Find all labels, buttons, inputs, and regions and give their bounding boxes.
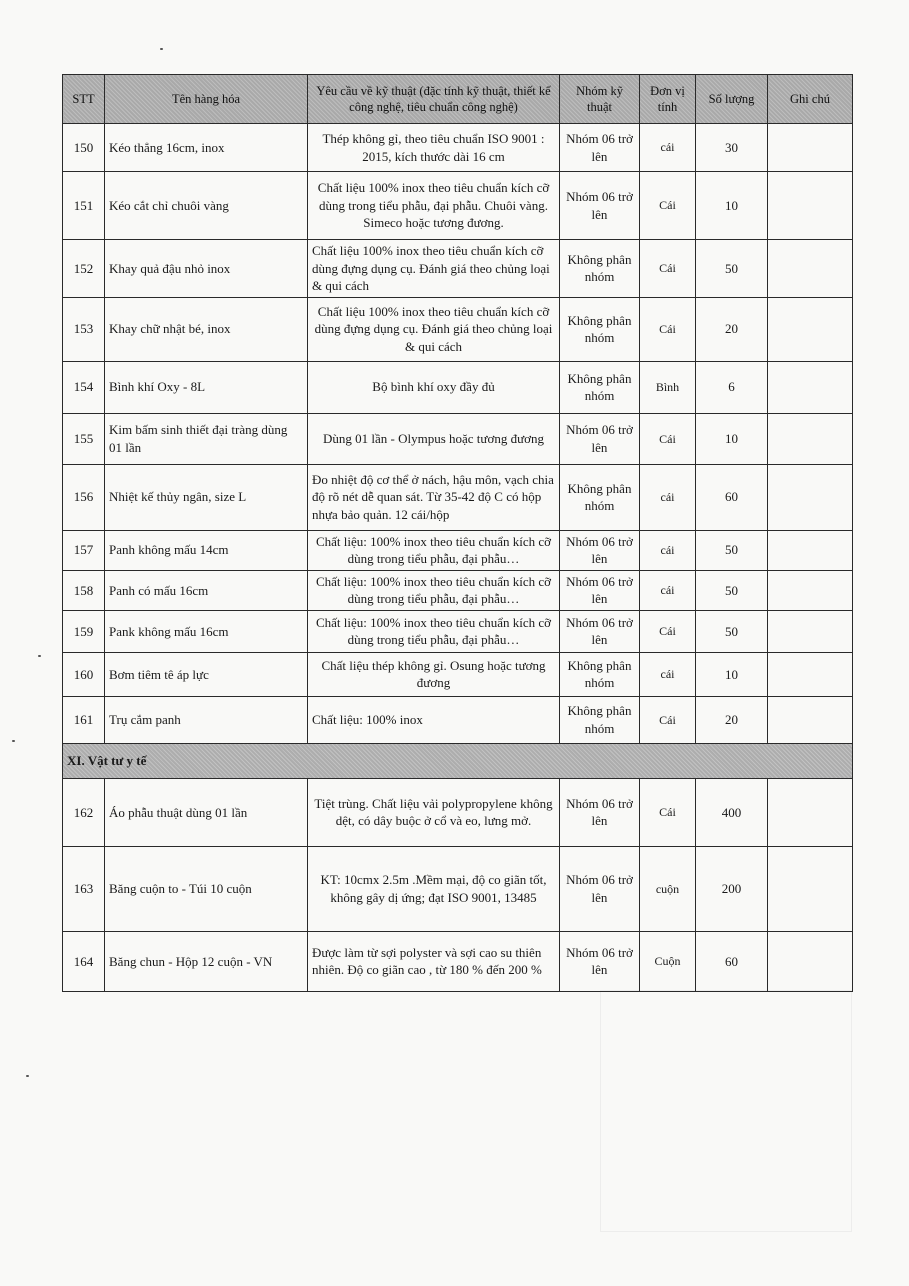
row-number: 158 xyxy=(63,570,105,610)
row-number: 152 xyxy=(63,240,105,298)
item-unit: cái xyxy=(640,530,696,570)
table-row xyxy=(63,530,853,570)
item-note xyxy=(768,931,853,991)
table-row xyxy=(63,696,853,743)
header-qty: Số lượng xyxy=(696,75,768,124)
table-row xyxy=(63,464,853,530)
item-group: Nhóm 06 trở lên xyxy=(560,172,640,240)
item-name: Khay chữ nhật bé, inox xyxy=(105,297,308,361)
table-row xyxy=(63,297,853,361)
item-quantity: 400 xyxy=(696,778,768,846)
item-quantity: 20 xyxy=(696,297,768,361)
item-name: Bình khí Oxy - 8L xyxy=(105,361,308,413)
row-number: 150 xyxy=(63,124,105,172)
item-quantity: 10 xyxy=(696,172,768,240)
row-number: 151 xyxy=(63,172,105,240)
table-row xyxy=(63,931,853,991)
table-row xyxy=(63,240,853,298)
item-name: Bơm tiêm tê áp lực xyxy=(105,652,308,696)
item-group: Nhóm 06 trở lên xyxy=(560,931,640,991)
scan-speck xyxy=(160,48,163,50)
item-group: Không phân nhóm xyxy=(560,361,640,413)
header-stt: STT xyxy=(63,75,105,124)
item-group: Nhóm 06 trở lên xyxy=(560,413,640,464)
item-unit: Cái xyxy=(640,696,696,743)
item-note xyxy=(768,361,853,413)
item-unit: cái xyxy=(640,464,696,530)
item-unit: Bình xyxy=(640,361,696,413)
item-name: Khay quả đậu nhỏ inox xyxy=(105,240,308,298)
item-group: Không phân nhóm xyxy=(560,696,640,743)
item-group: Nhóm 06 trở lên xyxy=(560,530,640,570)
item-name: Panh không mấu 14cm xyxy=(105,530,308,570)
item-spec: Được làm từ sợi polyster và sợi cao su thiên nhiên. Độ co giãn cao , từ 180 % đến 200 % xyxy=(308,931,560,991)
item-note xyxy=(768,464,853,530)
table-row xyxy=(63,610,853,652)
item-unit: Cái xyxy=(640,413,696,464)
item-quantity: 50 xyxy=(696,610,768,652)
header-name: Tên hàng hóa xyxy=(105,75,308,124)
row-number: 160 xyxy=(63,652,105,696)
item-quantity: 50 xyxy=(696,570,768,610)
header-spec: Yêu cầu về kỹ thuật (đặc tính kỹ thuật, thiết kế công nghệ, tiêu chuẩn công nghệ) xyxy=(308,75,560,124)
row-number: 164 xyxy=(63,931,105,991)
table-row xyxy=(63,652,853,696)
item-unit: Cái xyxy=(640,778,696,846)
item-spec: KT: 10cmx 2.5m .Mềm mại, độ co giãn tốt, không gây dị ứng; đạt ISO 9001, 13485 xyxy=(308,846,560,931)
section-row-group xyxy=(63,743,853,778)
item-quantity: 10 xyxy=(696,413,768,464)
item-group: Nhóm 06 trở lên xyxy=(560,124,640,172)
item-quantity: 60 xyxy=(696,931,768,991)
item-note xyxy=(768,570,853,610)
item-quantity: 10 xyxy=(696,652,768,696)
item-unit: cuộn xyxy=(640,846,696,931)
item-unit: Cái xyxy=(640,172,696,240)
item-note xyxy=(768,172,853,240)
item-unit: cái xyxy=(640,124,696,172)
item-spec: Chất liệu 100% inox theo tiêu chuẩn kích cỡ dùng đựng dụng cụ. Đánh giá theo chủng loại & qui cách xyxy=(308,297,560,361)
scan-speck xyxy=(12,740,15,742)
table-row xyxy=(63,778,853,846)
item-note xyxy=(768,124,853,172)
item-note xyxy=(768,297,853,361)
item-name: Băng chun - Hộp 12 cuộn - VN xyxy=(105,931,308,991)
item-group: Không phân nhóm xyxy=(560,464,640,530)
item-spec: Chất liệu: 100% inox xyxy=(308,696,560,743)
item-group: Không phân nhóm xyxy=(560,652,640,696)
table-row xyxy=(63,846,853,931)
item-name: Kim bấm sinh thiết đại tràng dùng 01 lần xyxy=(105,413,308,464)
item-name: Kéo thẳng 16cm, inox xyxy=(105,124,308,172)
section-row xyxy=(63,743,853,778)
table-row xyxy=(63,172,853,240)
item-group: Không phân nhóm xyxy=(560,297,640,361)
table-row xyxy=(63,570,853,610)
table-body-part-1 xyxy=(63,124,853,744)
equipment-spec-table xyxy=(62,74,853,992)
table-row xyxy=(63,124,853,172)
item-name: Băng cuộn to - Túi 10 cuộn xyxy=(105,846,308,931)
item-spec: Chất liệu 100% inox theo tiêu chuẩn kích cỡ dùng đựng dụng cụ. Đánh giá theo chủng loại & qui cách xyxy=(308,240,560,298)
item-quantity: 30 xyxy=(696,124,768,172)
row-number: 154 xyxy=(63,361,105,413)
item-note xyxy=(768,652,853,696)
header-group: Nhóm kỹ thuật xyxy=(560,75,640,124)
table-header xyxy=(63,75,853,124)
header-note: Ghi chú xyxy=(768,75,853,124)
item-group: Nhóm 06 trở lên xyxy=(560,778,640,846)
row-number: 159 xyxy=(63,610,105,652)
item-name: Panh có mấu 16cm xyxy=(105,570,308,610)
row-number: 153 xyxy=(63,297,105,361)
scan-speck xyxy=(38,655,41,657)
item-group: Nhóm 06 trở lên xyxy=(560,570,640,610)
item-unit: Cái xyxy=(640,240,696,298)
section-title: XI. Vật tư y tế xyxy=(63,743,853,778)
item-spec: Bộ bình khí oxy đầy đủ xyxy=(308,361,560,413)
item-name: Trụ cắm panh xyxy=(105,696,308,743)
row-number: 161 xyxy=(63,696,105,743)
item-spec: Dùng 01 lần - Olympus hoặc tương đương xyxy=(308,413,560,464)
item-note xyxy=(768,610,853,652)
item-spec: Chất liệu 100% inox theo tiêu chuẩn kích cỡ dùng trong tiểu phẫu, đại phẫu. Chuôi vàng. Simeco hoặc tương đương. xyxy=(308,172,560,240)
item-note xyxy=(768,846,853,931)
scan-speck xyxy=(26,1075,29,1077)
bleed-through-shadow xyxy=(600,990,852,1232)
item-group: Nhóm 06 trở lên xyxy=(560,610,640,652)
item-quantity: 200 xyxy=(696,846,768,931)
item-spec: Thép không gỉ, theo tiêu chuẩn ISO 9001 : 2015, kích thước dài 16 cm xyxy=(308,124,560,172)
item-group: Nhóm 06 trở lên xyxy=(560,846,640,931)
item-spec: Chất liệu: 100% inox theo tiêu chuẩn kích cỡ dùng trong tiểu phẫu, đại phẫu… xyxy=(308,610,560,652)
item-unit: cái xyxy=(640,652,696,696)
item-unit: Cuộn xyxy=(640,931,696,991)
item-quantity: 50 xyxy=(696,240,768,298)
header-unit: Đơn vị tính xyxy=(640,75,696,124)
item-spec: Chất liệu: 100% inox theo tiêu chuẩn kích cỡ dùng trong tiểu phẫu, đại phẫu… xyxy=(308,530,560,570)
item-spec: Đo nhiệt độ cơ thể ở nách, hậu môn, vạch chia độ rõ nét dễ quan sát. Từ 35-42 độ C có hộp nhựa bảo quản. 12 cái/hộp xyxy=(308,464,560,530)
table-row xyxy=(63,413,853,464)
item-unit: Cái xyxy=(640,297,696,361)
item-group: Không phân nhóm xyxy=(560,240,640,298)
row-number: 163 xyxy=(63,846,105,931)
item-spec: Chất liệu thép không gỉ. Osung hoặc tương đương xyxy=(308,652,560,696)
item-name: Áo phẫu thuật dùng 01 lần xyxy=(105,778,308,846)
item-note xyxy=(768,778,853,846)
item-unit: Cái xyxy=(640,610,696,652)
item-spec: Tiệt trùng. Chất liệu vải polypropylene không dệt, có dây buộc ở cổ và eo, lưng mở. xyxy=(308,778,560,846)
item-quantity: 50 xyxy=(696,530,768,570)
item-note xyxy=(768,696,853,743)
item-name: Nhiệt kế thủy ngân, size L xyxy=(105,464,308,530)
item-name: Kéo cắt chỉ chuôi vàng xyxy=(105,172,308,240)
row-number: 156 xyxy=(63,464,105,530)
table-row xyxy=(63,361,853,413)
item-unit: cái xyxy=(640,570,696,610)
row-number: 157 xyxy=(63,530,105,570)
item-note xyxy=(768,240,853,298)
table-body-part-2 xyxy=(63,778,853,991)
row-number: 162 xyxy=(63,778,105,846)
item-note xyxy=(768,413,853,464)
item-quantity: 60 xyxy=(696,464,768,530)
item-quantity: 20 xyxy=(696,696,768,743)
item-spec: Chất liệu: 100% inox theo tiêu chuẩn kích cỡ dùng trong tiểu phẫu, đại phẫu… xyxy=(308,570,560,610)
row-number: 155 xyxy=(63,413,105,464)
item-note xyxy=(768,530,853,570)
item-quantity: 6 xyxy=(696,361,768,413)
item-name: Pank không mấu 16cm xyxy=(105,610,308,652)
